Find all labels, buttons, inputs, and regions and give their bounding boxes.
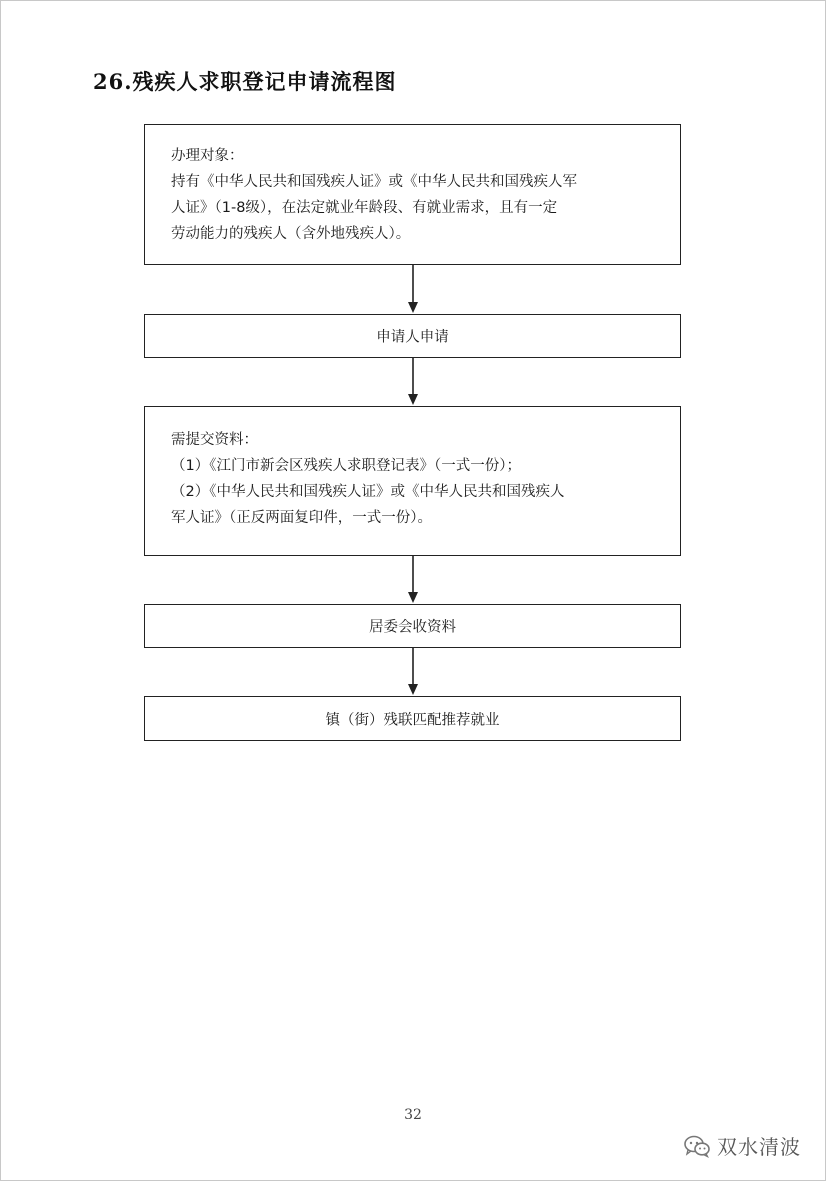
flow-arrow-2	[405, 358, 421, 406]
flow-box-collect	[144, 604, 681, 648]
flow-arrow-3	[405, 556, 421, 604]
flow-box-match	[144, 696, 681, 741]
materials-text	[171, 427, 660, 531]
match-label: 镇（街）残联匹配推荐就业	[325, 712, 500, 728]
flow-box-eligibility	[144, 124, 681, 265]
collect-label: 居委会收资料	[369, 619, 456, 636]
materials-item-2-cont: 军人证》（正反两面复印件，一式一份）。	[171, 510, 432, 526]
materials-heading: 需提交资料：	[171, 432, 258, 448]
eligibility-heading: 办理对象：	[171, 148, 244, 164]
watermark	[683, 1131, 801, 1160]
page-title: 26.残疾人求职登记申请流程图	[93, 69, 397, 94]
materials-item-1: （1）《江门市新会区残疾人求职登记表》（一式一份）；	[171, 458, 521, 474]
materials-item-2: （2）《中华人民共和国残疾人证》或《中华人民共和国残疾人	[171, 484, 565, 500]
flow-arrow-4	[405, 648, 421, 696]
flow-box-materials	[144, 406, 681, 556]
watermark-text: 双水清波	[717, 1135, 801, 1159]
eligibility-line-1: 持有《中华人民共和国残疾人证》或《中华人民共和国残疾人军	[171, 174, 577, 190]
flow-box-apply	[144, 314, 681, 358]
flow-arrow-1	[405, 265, 421, 314]
eligibility-line-3: 劳动能力的残疾人（含外地残疾人）。	[171, 226, 411, 242]
page-number: 32	[404, 1107, 422, 1123]
eligibility-text	[171, 143, 660, 247]
apply-label: 申请人申请	[376, 329, 449, 346]
wechat-icon	[683, 1134, 711, 1158]
eligibility-line-2: 人证》（1-8级），在法定就业年龄段、有就业需求，且有一定	[171, 200, 558, 216]
